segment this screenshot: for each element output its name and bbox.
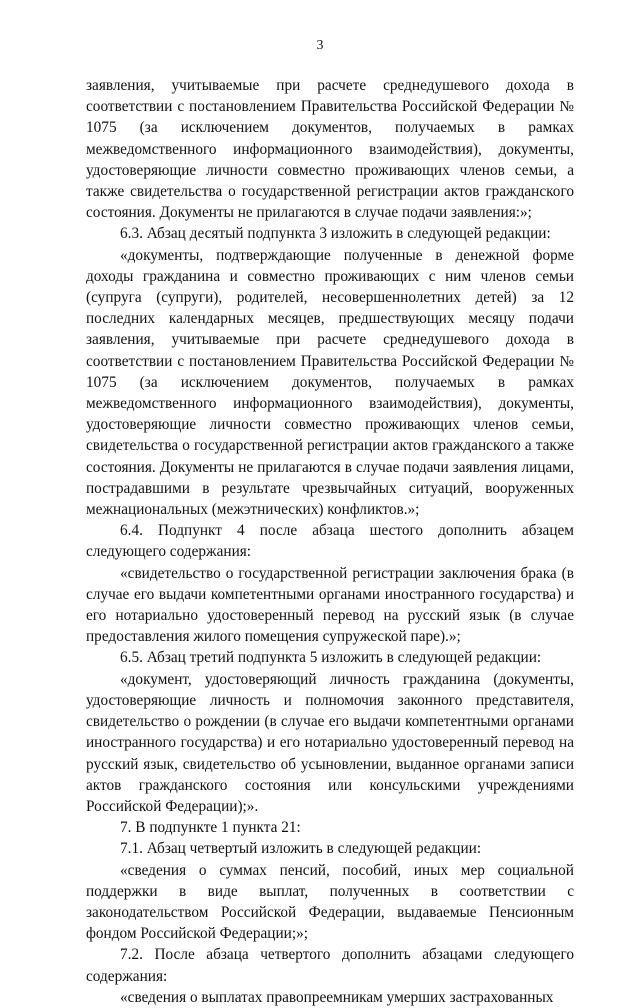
paragraph-6-3: 6.3. Абзац десятый подпункта 3 изложить в следующей редакции: <box>120 225 551 243</box>
paragraph-6-5-text: «документ, удостоверяющий личность гражданина (документы, удостоверяющие личность и полномочия законного представителя, свидетельство о рождении (в случае его выдачи компетентными органами иностранного государства) и его нотариально удостоверенный перевод на русский язык, свидетельство об усыновлении, выданное органами записи актов гражданского состояния или консульскими учреждениями Российской Федерации);». <box>86 670 574 815</box>
paragraph-6-4-text: «свидетельство о государственной регистрации заключения брака (в случае его выдачи компетентными органами иностранного государства) и его нотариально удостоверенный перевод на русский язык (в случае предоставления жилого помещения супружеской паре).»; <box>86 564 574 646</box>
paragraph-7-1-text: «сведения о суммах пенсий, пособий, иных мер социальной поддержки в виде выплат, полученных в соответствии с законодательством Российской Федерации, выдаваемые Пенсионным фондом Российской Федерации;»; <box>86 861 574 943</box>
paragraph-6-3-text: «документы, подтверждающие полученные в денежной форме доходы гражданина и совместно проживающих с ним членов семьи (супруга (супруги), родителей, несовершеннолетних детей) за 12 последних календарных месяцев, предшествующих месяцу подачи заявления, учитываемые при расчете среднедушевого дохода в соответствии с постановлением Правительства Российской Федерации № 1075 (за исключением документов, получаемых в рамках межведомственного информационного взаимодействия), документы, удостоверяющие личности совместно проживающих членов семьи, свидетельства о государственной регистрации актов гражданского а также состояния. Документы не прилагаются в случае подачи заявления лицами, пострадавшими в результате чрезвычайных ситуаций, вооруженных межнациональных (межэтнических) конфликтов.»; <box>86 246 574 519</box>
paragraph-continuation: заявления, учитываемые при расчете среднедушевого дохода в соответствии с постановлением Правительства Российской Федерации № 1075 (за исключением документов, получаемых в рамках межведомственного информационного взаимодействия), документы, удостоверяющие личности совместно проживающих членов семьи, а также свидетельства о государственной регистрации актов гражданского состояния. Документы не прилагаются в случае подачи заявления:»; <box>86 77 574 222</box>
paragraph-7: 7. В подпункте 1 пункта 21: <box>120 819 301 837</box>
page-number: 3 <box>316 38 324 53</box>
paragraph-7-2-text: «сведения о выплатах правопреемникам умерших застрахованных <box>120 988 554 1006</box>
document-body <box>86 75 574 1008</box>
paragraph-6-5: 6.5. Абзац третий подпункта 5 изложить в следующей редакции: <box>120 649 542 667</box>
paragraph-7-1: 7.1. Абзац четвертый изложить в следующей редакции: <box>120 840 482 858</box>
paragraph-6-4: 6.4. Подпункт 4 после абзаца шестого дополнить абзацем следующего содержания: <box>86 522 574 561</box>
paragraph-7-2: 7.2. После абзаца четвертого дополнить абзацами следующего содержания: <box>86 946 574 985</box>
